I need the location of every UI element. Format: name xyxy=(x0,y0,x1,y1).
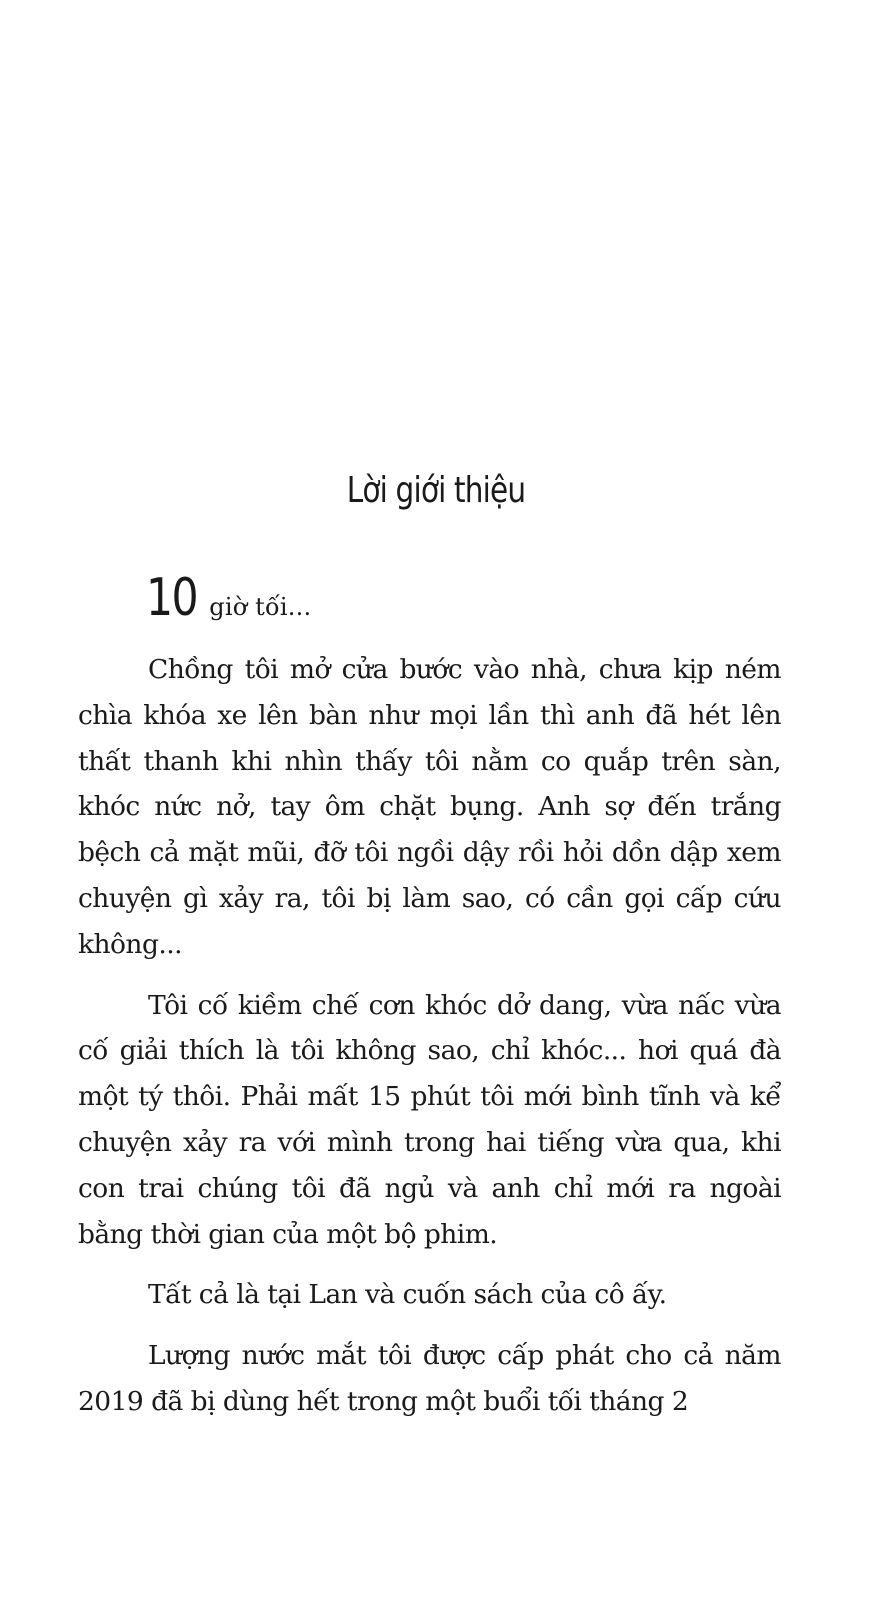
paragraph: Chồng tôi mở cửa bước vào nhà, chưa kịp ném chìa khóa xe lên bàn như mọi lần thì anh đã hét lên thất thanh khi nhìn thấy tôi nằm co quắp trên sàn, khóc nức nở, tay ôm chặt bụng. Anh sợ đến trắng bệch cả mặt mũi, đỡ tôi ngồi dậy rồi hỏi dồn dập xem chuyện gì xảy ra, tôi bị làm sao, có cần gọi cấp cứu không... xyxy=(78,654,781,960)
body-text xyxy=(78,647,781,1440)
paragraph: Tất cả là tại Lan và cuốn sách của cô ấy. xyxy=(148,1279,667,1311)
opening-text: giờ tối... xyxy=(209,593,312,621)
paragraph: Tôi cố kiềm chế cơn khóc dở dang, vừa nấc vừa cố giải thích là tôi không sao, chỉ khóc... hơi quá đà một tý thôi. Phải mất 15 phút tôi mới bình tĩnh và kể chuyện xảy ra với mình trong hai tiếng vừa qua, khi con trai chúng tôi đã ngủ và anh chỉ mới ra ngoài bằng thời gian của một bộ phim. xyxy=(78,989,781,1250)
opening-line xyxy=(146,568,311,628)
paragraph: Lượng nước mắt tôi được cấp phát cho cả năm 2019 đã bị dùng hết trong một buổi tối tháng 2 xyxy=(78,1340,781,1417)
opening-number: 10 xyxy=(146,568,197,628)
chapter-title: Lời giới thiệu xyxy=(346,470,526,512)
